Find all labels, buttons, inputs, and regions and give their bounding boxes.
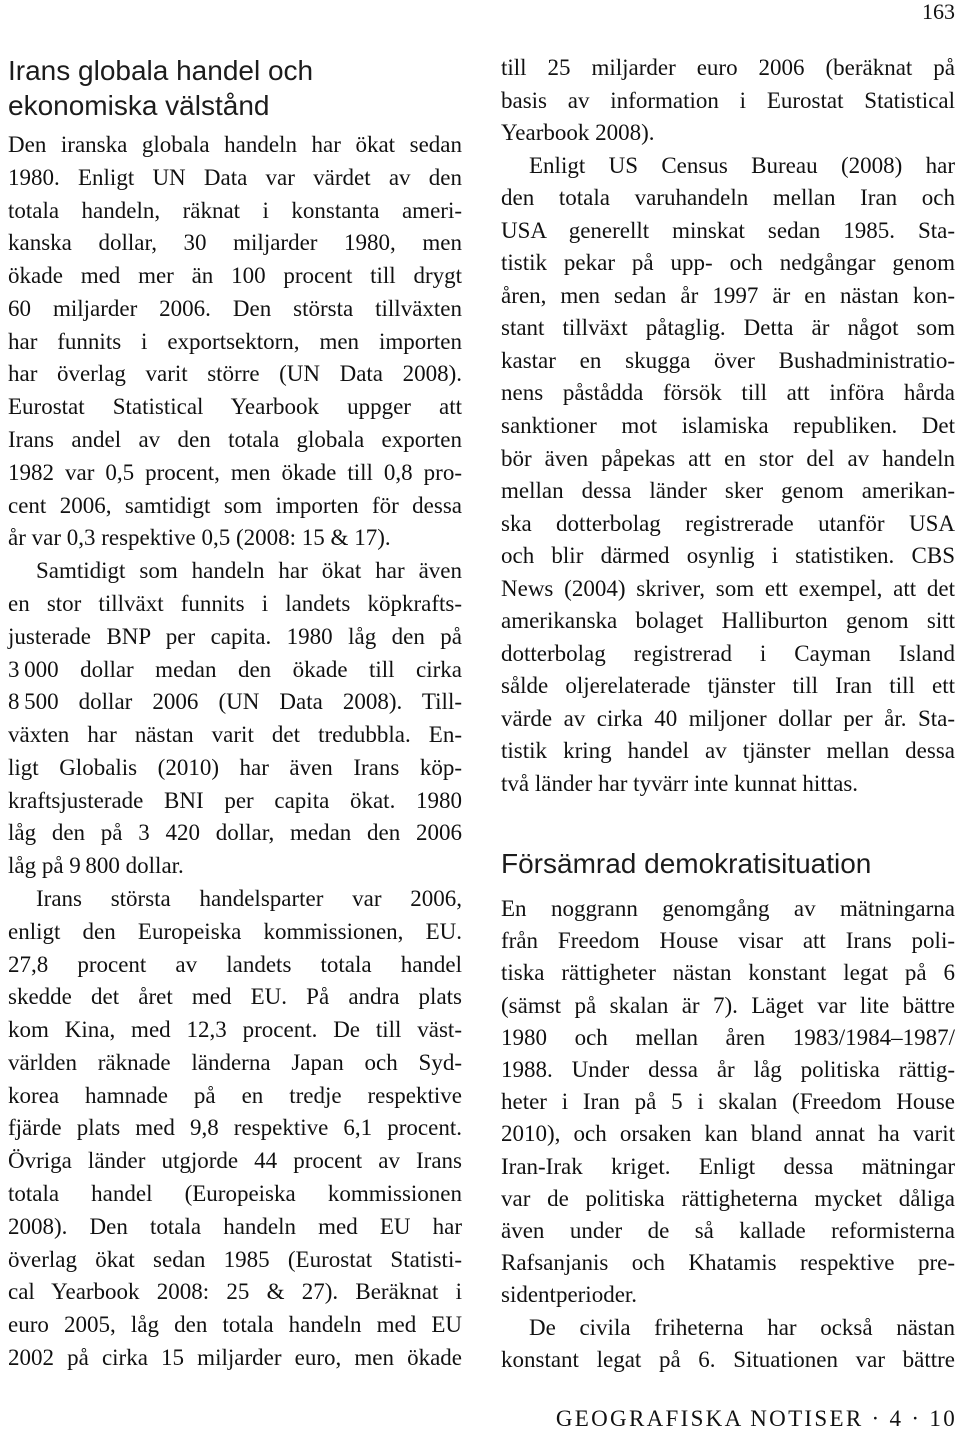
text-line: totala handeln, räknat i konstanta ameri- xyxy=(8,197,462,223)
text-line: från Freedom House visar att Irans poli- xyxy=(501,928,955,954)
right-column-bottom xyxy=(501,893,955,1376)
text-line: låg på 9 800 dollar. xyxy=(8,853,184,879)
section-heading xyxy=(8,53,462,123)
text-line: ökade med mer än 100 procent till drygt xyxy=(8,263,462,289)
text-line: 1988. Under dessa år låg politiska rättig- xyxy=(501,1057,955,1083)
text-line: En noggrann genomgång av mätningarna xyxy=(501,896,955,921)
paragraph xyxy=(8,555,462,883)
text-line: Irans andel av den totala globala exporten xyxy=(8,427,462,453)
text-line: växten har nästan varit det tredubbla. En- xyxy=(8,722,462,748)
text-line: kraftsjusterade BNI per capita ökat. 1980 xyxy=(8,787,462,813)
text-line: åren, men sedan år 1997 är en nästan kon- xyxy=(501,282,955,308)
paragraph xyxy=(501,52,955,150)
text-line: en stor tillväxt funnits i landets köpkrafts- xyxy=(8,590,462,616)
text-line: totala handel (Europeiska kommissionen xyxy=(8,1181,462,1206)
right-column-top xyxy=(501,52,955,801)
text-line: 2010), och orsaken kan bland annat ha varit xyxy=(501,1121,955,1147)
text-line: 27,8 procent av landets totala handel xyxy=(8,951,462,977)
text-line: fjärde plats med 9,8 respektive 6,1 procent. xyxy=(8,1115,462,1141)
text-line: euro 2005, låg den totala handeln med EU xyxy=(8,1312,462,1338)
text-line: kastar en skugga över Bushadministratio- xyxy=(501,347,955,373)
text-line: har överlag varit större (UN Data 2008). xyxy=(8,361,462,387)
paragraph xyxy=(8,129,462,555)
text-line: var de politiska rättigheterna mycket dåliga xyxy=(501,1185,955,1211)
text-line: 1982 var 0,5 procent, men ökade till 0,8 pro- xyxy=(8,459,462,485)
paragraph xyxy=(501,1312,955,1376)
text-line: värde av cirka 40 miljoner dollar per år. Sta- xyxy=(501,705,955,731)
text-line: Yearbook 2008). xyxy=(501,120,655,146)
text-line: Rafsanjanis och Khatamis respektive pre- xyxy=(501,1250,955,1276)
text-line: De civila friheterna har också nästan xyxy=(529,1314,955,1340)
text-line: år var 0,3 respektive 0,5 (2008: 15 & 17). xyxy=(8,525,391,551)
text-line: Iran-Irak kriget. Enligt dessa mätningar xyxy=(501,1153,955,1179)
text-line: heter i Iran på 5 i skalan (Freedom House xyxy=(501,1089,955,1115)
text-line: Eurostat Statistical Yearbook uppger att xyxy=(8,394,462,420)
text-line: dotterbolag registrerad i Cayman Island xyxy=(501,640,955,666)
page-number: 163 xyxy=(922,0,955,24)
text-line: justerade BNP per capita. 1980 låg den på xyxy=(8,623,462,649)
heading-line: ekonomiska välstånd xyxy=(8,90,270,121)
text-line: sålde oljerelaterade tjänster till Iran till ett xyxy=(501,673,955,699)
text-line: amerikanska bolaget Halliburton genom sitt xyxy=(501,608,955,634)
text-line: den totala varuhandeln mellan Iran och xyxy=(501,185,955,211)
text-line: 1980. Enligt UN Data var värdet av den xyxy=(8,164,462,190)
text-line: Enligt US Census Bureau (2008) har xyxy=(529,152,955,178)
text-line: cal Yearbook 2008: 25 & 27). Beräknat i xyxy=(8,1279,462,1305)
text-line: Övriga länder utgjorde 44 procent av Irans xyxy=(8,1148,462,1174)
text-line: cent 2006, samtidigt som importen för dessa xyxy=(8,492,462,518)
text-line: mellan dessa länder sker genom amerikan- xyxy=(501,478,955,504)
paragraph xyxy=(501,150,955,801)
text-line: kom Kina, med 12,3 procent. De till väst- xyxy=(8,1017,462,1043)
text-line: konstant legat på 6. Situationen var bättre xyxy=(501,1346,955,1372)
paragraph xyxy=(501,893,955,1312)
text-line: tistik pekar på upp- och nedgångar genom xyxy=(501,250,955,276)
text-line: bör även påpekas att en stor del av handeln xyxy=(501,445,955,471)
text-line: skedde det året med EU. På andra plats xyxy=(8,984,462,1010)
paragraph xyxy=(8,883,462,1375)
text-line: News (2004) skriver, som ett exempel, att det xyxy=(501,575,955,601)
text-line: stant tillväxt påtaglig. Detta är något som xyxy=(501,315,955,341)
text-line: tiska rättigheter nästan konstant legat på 6 xyxy=(501,960,955,986)
text-line: Irans största handelsparter var 2006, xyxy=(36,885,462,911)
text-line: Samtidigt som handeln har ökat har även xyxy=(36,558,462,584)
text-line: ligt Globalis (2010) har även Irans köp- xyxy=(8,754,462,780)
text-line: och blir därmed osynlig i statistiken. CBS xyxy=(501,543,955,569)
text-line: till 25 miljarder euro 2006 (beräknat på xyxy=(501,55,955,80)
left-column xyxy=(8,129,462,1375)
text-line: 2002 på cirka 15 miljarder euro, men ökade xyxy=(8,1344,462,1370)
text-line: ska dotterbolag registrerade utanför USA xyxy=(501,510,955,536)
running-footer: GEOGRAFISKA NOTISER · 4 · 10 xyxy=(555,1406,957,1431)
heading-line: Irans globala handel och xyxy=(8,55,314,86)
text-line: sidentperioder. xyxy=(501,1282,638,1308)
text-line: 3 000 dollar medan den ökade till cirka xyxy=(8,656,462,682)
text-line: Den iranska globala handeln har ökat sedan xyxy=(8,132,462,157)
section-heading: Försämrad demokratisituation xyxy=(501,848,872,879)
text-line: USA generellt minskat sedan 1985. Sta- xyxy=(501,217,955,243)
text-line: korea hamnade på en tredje respektive xyxy=(8,1082,462,1108)
text-line: (sämst på skalan är 7). Läget var lite bättre xyxy=(501,992,955,1018)
text-line: världen räknade länderna Japan och Syd- xyxy=(8,1049,462,1075)
text-line: har funnits i exportsektorn, men importen xyxy=(8,328,462,354)
text-line: även under de så kallade reformisterna xyxy=(501,1218,955,1244)
text-line: sanktioner mot islamiska republiken. Det xyxy=(501,413,955,439)
text-line: låg den på 3 420 dollar, medan den 2006 xyxy=(8,820,462,846)
text-line: 2008). Den totala handeln med EU har xyxy=(8,1213,462,1239)
text-line: 60 miljarder 2006. Den största tillväxten xyxy=(8,295,462,321)
text-line: överlag ökat sedan 1985 (Eurostat Statisti- xyxy=(8,1246,462,1272)
text-line: basis av information i Eurostat Statistical xyxy=(501,87,955,113)
text-line: 1980 och mellan åren 1983/1984–1987/ xyxy=(501,1024,955,1050)
text-line: enligt den Europeiska kommissionen, EU. xyxy=(8,918,462,944)
text-line: 8 500 dollar 2006 (UN Data 2008). Till- xyxy=(8,689,462,715)
text-line: kanska dollar, 30 miljarder 1980, men xyxy=(8,230,462,256)
text-line: nens påstådda försök till att införa hårda xyxy=(501,380,955,406)
text-line: två länder har tyvärr inte kunnat hittas. xyxy=(501,771,859,797)
text-line: tistik kring handel av tjänster mellan dessa xyxy=(501,738,955,764)
